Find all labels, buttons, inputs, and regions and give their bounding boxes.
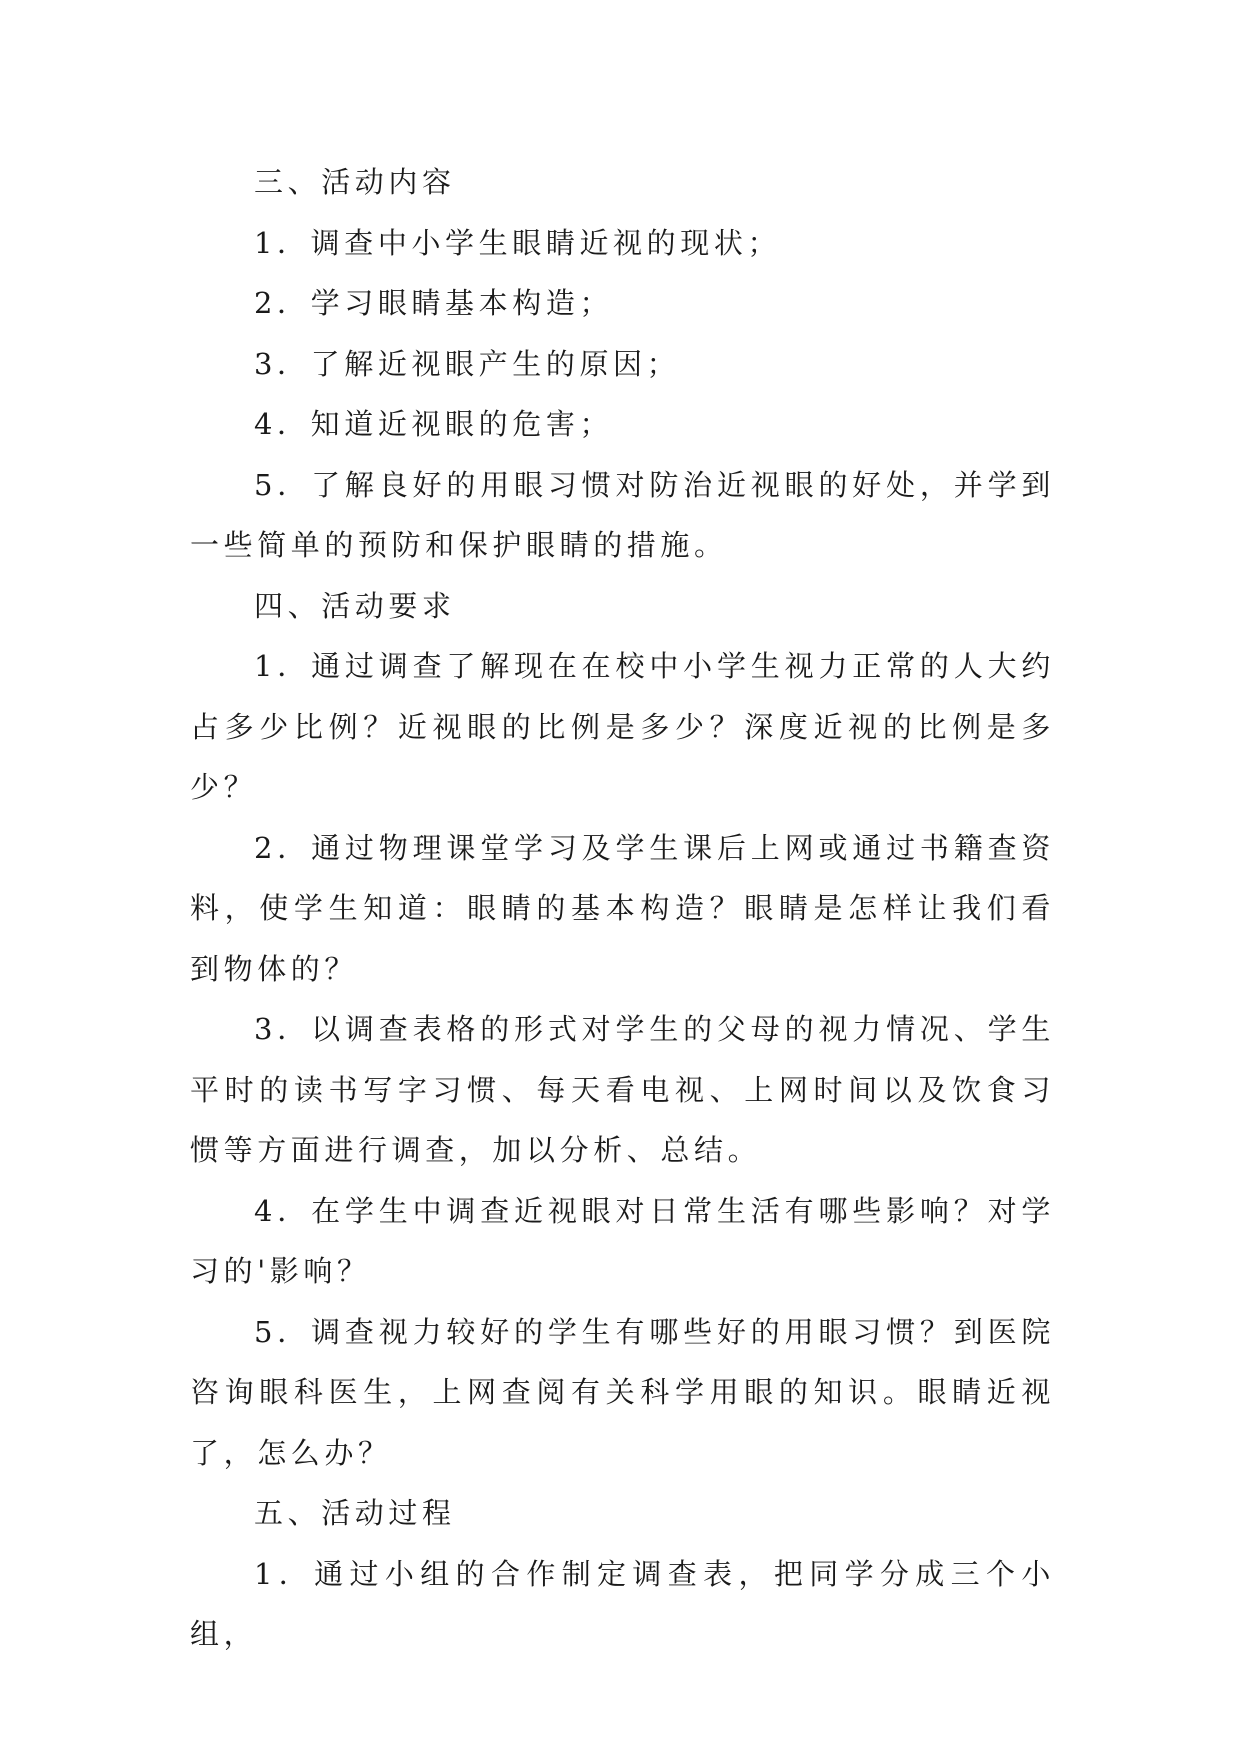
list-item: 3．了解近视眼产生的原因； — [254, 346, 681, 381]
list-item: 1．调查中小学生眼睛近视的现状； — [254, 225, 782, 260]
section-heading-activity-process: 五、活动过程 — [254, 1496, 456, 1530]
section-heading-activity-requirements: 四、活动要求 — [254, 588, 456, 623]
list-item: 4．知道近视眼的危害； — [254, 407, 614, 441]
list-item: 3．以调查表格的形式对学生的父母的视力情况、学生平时的读书写字习惯、每天看电视、上网时间以及饮食习惯等方面进行调查，加以分析、总结。 — [190, 1012, 1055, 1167]
section-heading-activity-content: 三、活动内容 — [254, 165, 456, 199]
list-item: 1．通过小组的合作制定调查表，把同学分成三个小组， — [190, 1556, 1055, 1651]
list-item: 5．调查视力较好的学生有哪些好的用眼习惯？到医院咨询眼科医生，上网查阅有关科学用眼的知识。眼睛近视了，怎么办？ — [190, 1314, 1055, 1470]
list-item: 2．通过物理课堂学习及学生课后上网或通过书籍查资料，使学生知道：眼睛的基本构造？眼睛是怎样让我们看到物体的？ — [190, 830, 1055, 986]
list-item: 2．学习眼睛基本构造； — [254, 286, 614, 320]
list-item: 4．在学生中调查近视眼对日常生活有哪些影响？对学习的'影响？ — [190, 1193, 1055, 1288]
document-body — [190, 152, 1055, 1665]
list-item: 1．通过调查了解现在在校中小学生视力正常的人大约占多少比例？近视眼的比例是多少？深度近视的比例是多少？ — [190, 649, 1055, 804]
list-item: 5．了解良好的用眼习惯对防治近视眼的好处，并学到一些简单的预防和保护眼睛的措施。 — [190, 467, 1055, 562]
